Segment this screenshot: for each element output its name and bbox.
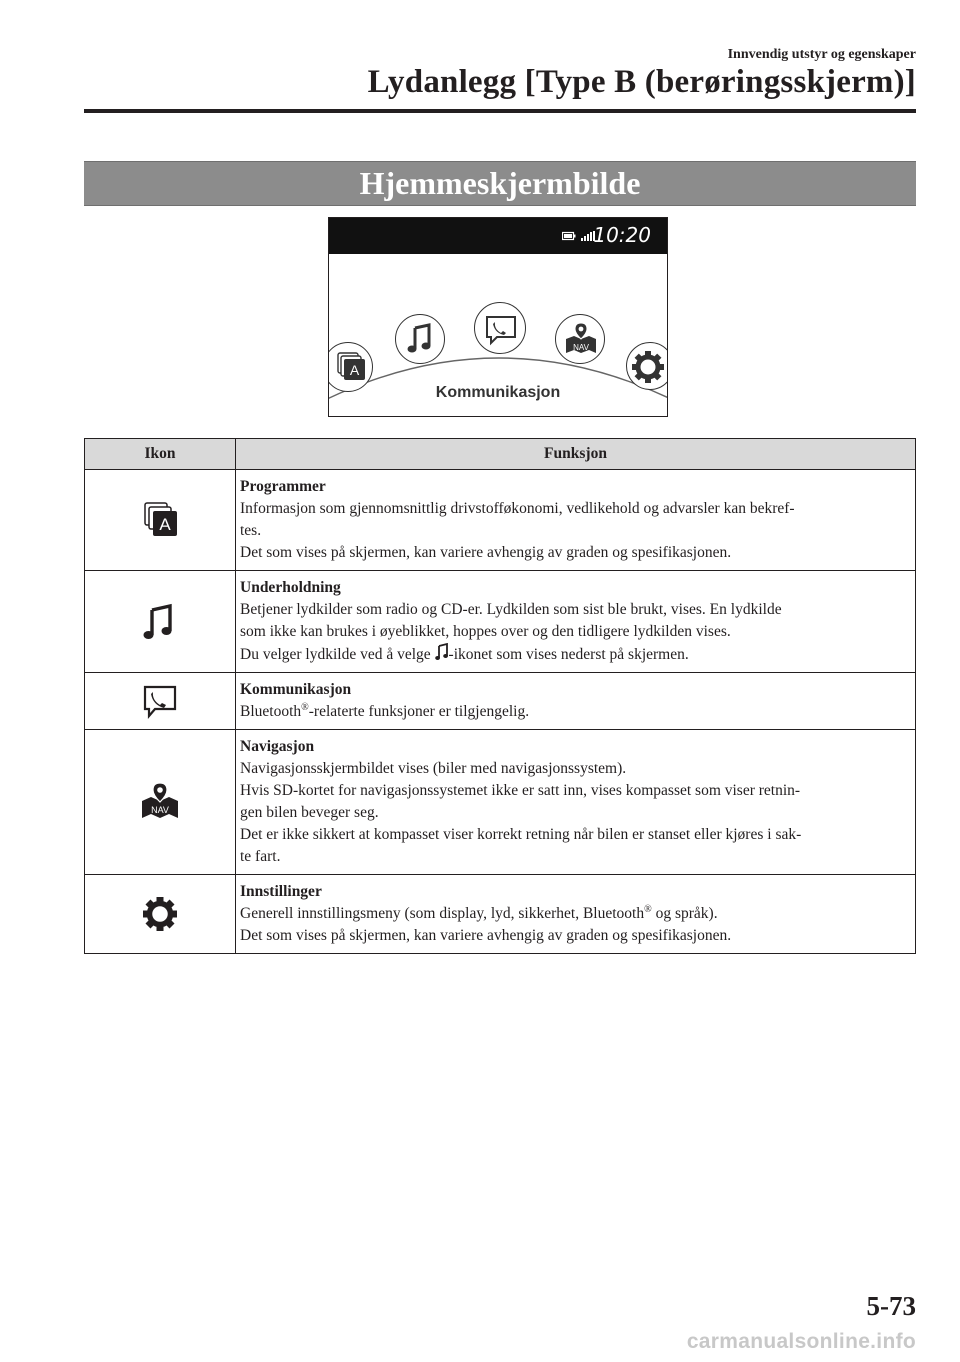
function-name: Innstillinger: [240, 883, 322, 900]
svg-text:A: A: [349, 362, 360, 378]
music-note-icon: [435, 643, 449, 661]
chapter-title: Innvendig utstyr og egenskaper: [727, 47, 916, 62]
function-text-inline: [240, 701, 909, 723]
function-text: Hvis SD-kortet for navigasjonssystemet ikke er satt inn, vises kompasset som viser retnin-: [240, 782, 801, 799]
svg-text:A: A: [159, 515, 171, 534]
phone-chat-icon: [140, 681, 180, 721]
function-text: tes.: [240, 522, 262, 539]
table-row: [85, 875, 916, 954]
function-text: -ikonet som vises nederst på skjermen.: [448, 646, 689, 663]
icon-cell: [85, 571, 236, 673]
music-note-icon: [140, 602, 180, 642]
home-entertainment-button[interactable]: [395, 314, 445, 364]
function-cell: [236, 470, 916, 571]
function-text: -relaterte funksjoner er tilgjengelig.: [308, 703, 530, 720]
function-text: som ikke kan brukes i øyeblikket, hoppes over og den tidligere lydkilden vises.: [240, 623, 731, 640]
table-row: [85, 673, 916, 730]
svg-text:NAV: NAV: [151, 805, 169, 815]
table-header-row: [85, 439, 916, 470]
function-text: Det som vises på skjermen, kan variere avhengig av graden og spesifikasjonen.: [240, 544, 732, 561]
table-row: [85, 571, 916, 673]
function-text: Betjener lydkilder som radio og CD-er. Lydkilden som sist ble brukt, vises. En lydkilde: [240, 601, 782, 618]
home-screen-illustration: [328, 217, 668, 417]
icon-cell: [85, 673, 236, 730]
page-title: Lydanlegg [Type B (berøringsskjerm)]: [367, 64, 916, 100]
music-note-icon: [396, 315, 446, 365]
applications-icon: [140, 500, 180, 540]
col-header-icon: Ikon: [85, 439, 236, 470]
watermark: carmanualsonline.info: [686, 1330, 916, 1353]
navigation-icon: [556, 315, 606, 365]
function-cell: [236, 673, 916, 730]
icon-function-table: [84, 438, 916, 954]
function-text: Det er ikke sikkert at kompasset viser korrekt retning når bilen er stanset eller kjøres i sak-: [240, 826, 802, 843]
icon-cell: [85, 470, 236, 571]
function-text: te fart.: [240, 848, 281, 865]
col-header-function: Funksjon: [236, 439, 916, 470]
home-settings-button[interactable]: [626, 342, 668, 390]
function-name: Underholdning: [240, 579, 341, 596]
function-text: og språk).: [651, 905, 718, 922]
clock: 10:20: [593, 223, 651, 247]
navigation-icon: [139, 781, 181, 823]
function-text-inline: [240, 903, 909, 925]
function-text-inline: [240, 643, 909, 666]
icon-cell: [85, 730, 236, 875]
function-text: Du velger lydkilde ved å velge: [240, 646, 435, 663]
function-name: Kommunikasjon: [240, 681, 352, 698]
icon-cell: [85, 875, 236, 954]
section-title: Hjemmeskjermbilde: [84, 161, 916, 206]
header-rule: [84, 109, 916, 113]
registered-mark: ®: [301, 701, 309, 713]
table-row: [85, 470, 916, 571]
phone-chat-icon: [475, 303, 527, 355]
selected-icon-label: Kommunikasjon: [435, 384, 561, 401]
registered-mark: ®: [644, 903, 652, 915]
function-name: Navigasjon: [240, 738, 315, 755]
home-communication-button[interactable]: [474, 302, 526, 354]
function-cell: [236, 730, 916, 875]
table-row: [85, 730, 916, 875]
function-text: Det som vises på skjermen, kan variere avhengig av graden og spesifikasjonen.: [240, 927, 732, 944]
function-text: Navigasjonsskjermbildet vises (biler med navigasjonssystem).: [240, 760, 627, 777]
function-text: Informasjon som gjennomsnittlig drivstofføkonomi, vedlikehold og advarsler kan bekref-: [240, 500, 795, 517]
svg-text:NAV: NAV: [573, 343, 589, 352]
function-text: gen bilen beveger seg.: [240, 804, 379, 821]
function-text: Bluetooth: [240, 703, 302, 720]
function-text: Generell innstillingsmeny (som display, lyd, sikkerhet, Bluetooth: [240, 905, 645, 922]
function-name: Programmer: [240, 478, 326, 495]
page-number: 5-73: [866, 1291, 916, 1321]
function-cell: [236, 571, 916, 673]
function-cell: [236, 875, 916, 954]
home-navigation-button[interactable]: [555, 314, 605, 364]
gear-icon: [140, 894, 180, 934]
